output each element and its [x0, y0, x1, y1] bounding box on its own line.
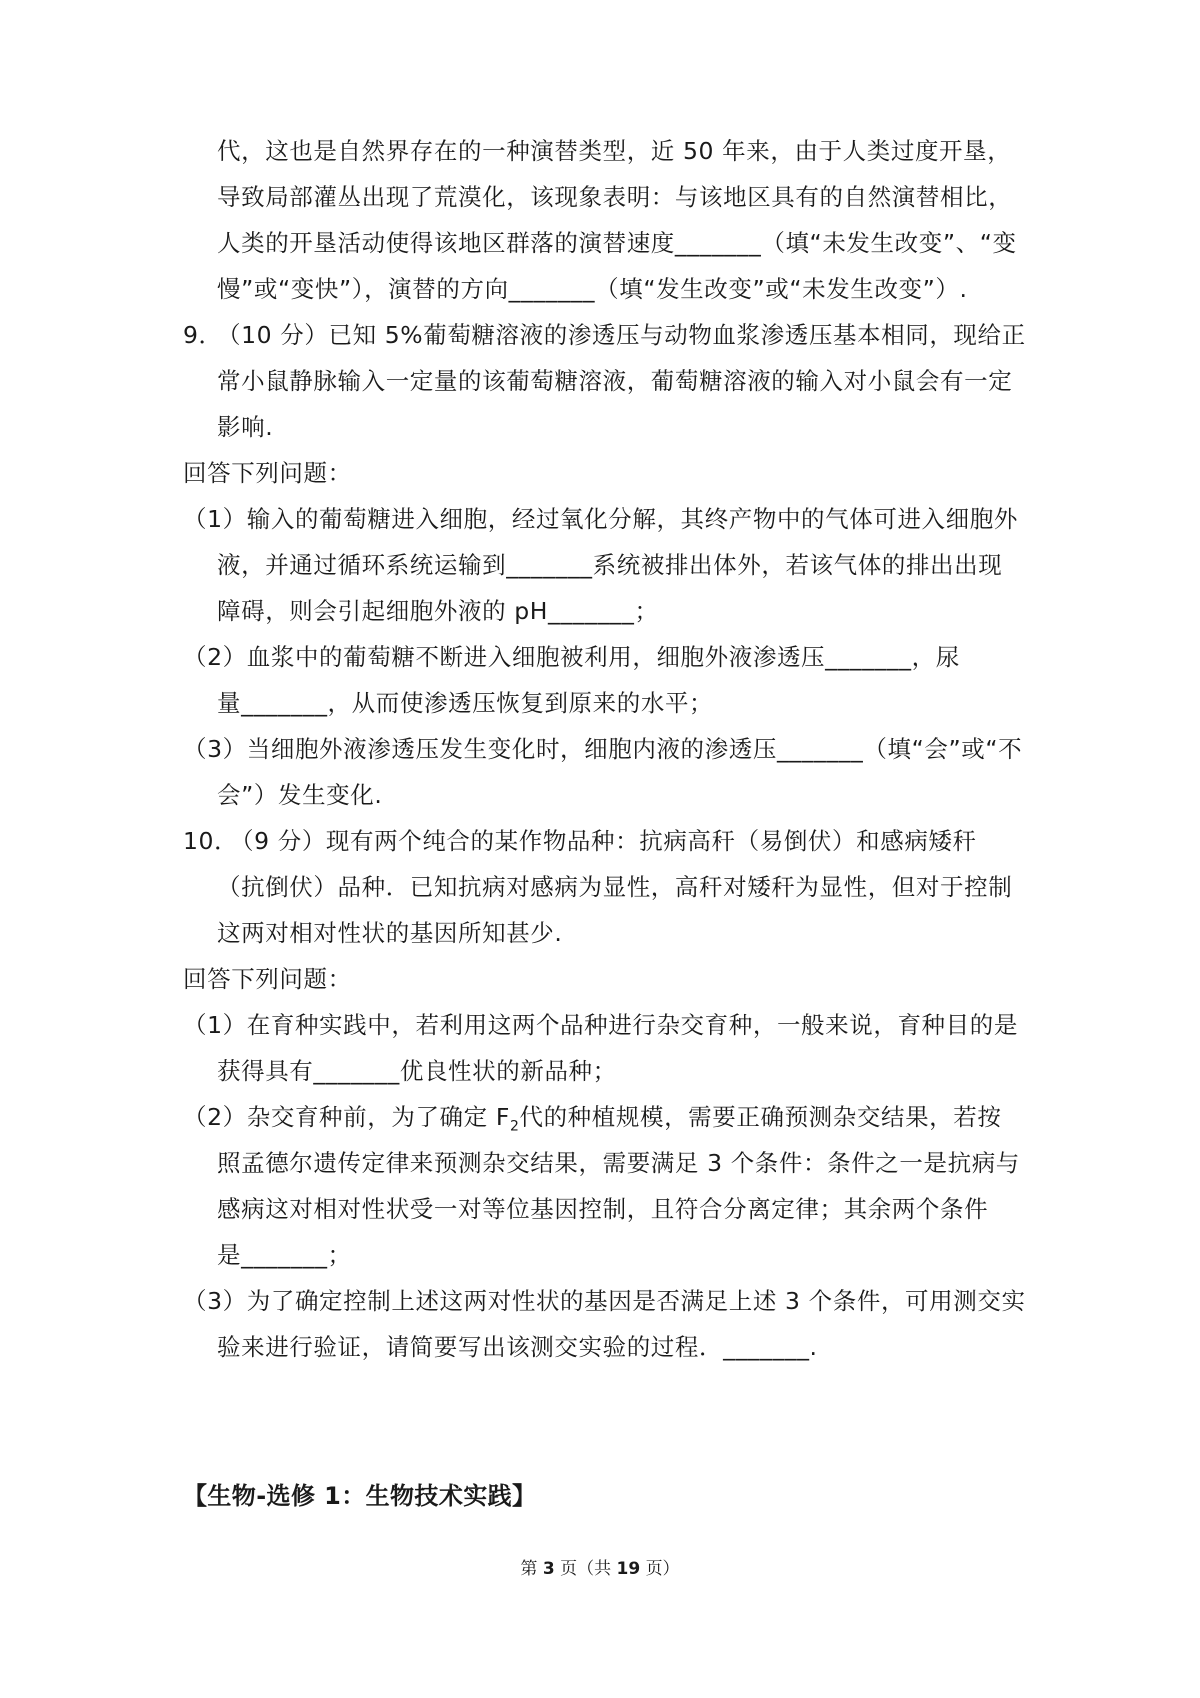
text-line: 是_______； — [217, 1241, 352, 1269]
subscript: 2 — [509, 1118, 520, 1135]
page-footer — [0, 1557, 1200, 1581]
text-line: 验来进行验证，请简要写出该测交实验的过程．_______. — [217, 1333, 818, 1361]
sub-question-2 — [183, 1101, 1001, 1143]
text-line: 人类的开垦活动使得该地区群落的演替速度_______（填“未发生改变”、“变 — [217, 229, 1017, 257]
text-line: 慢”或“变快”），演替的方向_______（填“发生改变”或“未发生改变”）. — [217, 275, 968, 303]
text-line: 量_______，从而使渗透压恢复到原来的水平； — [217, 689, 714, 717]
question-10-number: 10． — [183, 827, 239, 855]
prompt-line: 回答下列问题： — [183, 459, 352, 487]
sub-question-3: （3）当细胞外液渗透压发生变化时，细胞内液的渗透压_______（填“会”或“不 — [183, 735, 1023, 763]
text-segment: （2）杂交育种前，为了确定 F — [183, 1103, 510, 1131]
sub-question-1: （1）在育种实践中，若利用这两个品种进行杂交育种，一般来说，育种目的是 — [183, 1011, 1018, 1039]
footer-text: 第 — [520, 1559, 538, 1579]
text-line: 代，这也是自然界存在的一种演替类型，近 50 年来，由于人类过度开垦， — [217, 137, 1012, 165]
question-10-text: （9 分）现有两个纯合的某作物品种：抗病高秆（易倒伏）和感病矮秆 — [230, 827, 977, 855]
text-line: 导致局部灌丛出现了荒漠化，该现象表明：与该地区具有的自然演替相比， — [217, 183, 1013, 211]
page-total: 19 — [616, 1559, 641, 1579]
footer-text: 页（共 — [560, 1559, 612, 1579]
text-line: 常小鼠静脉输入一定量的该葡萄糖溶液，葡萄糖溶液的输入对小鼠会有一定 — [217, 367, 1013, 395]
text-line: （抗倒伏）品种．已知抗病对感病为显性，高秆对矮秆为显性，但对于控制 — [217, 873, 1013, 901]
sub-question-3: （3）为了确定控制上述这两对性状的基因是否满足上述 3 个条件，可用测交实 — [183, 1287, 1026, 1315]
text-line: 液，并通过循环系统运输到_______系统被排出体外，若该气体的排出出现 — [217, 551, 1003, 579]
text-line: 影响. — [217, 413, 274, 441]
prompt-line: 回答下列问题： — [183, 965, 352, 993]
text-line: 会”）发生变化. — [217, 781, 383, 809]
question-9-number: 9． — [183, 321, 223, 349]
page-number: 3 — [542, 1559, 555, 1579]
text-line: 获得具有_______优良性状的新品种； — [217, 1057, 617, 1085]
footer-text: 页） — [645, 1559, 680, 1579]
question-9-text: （10 分）已知 5%葡萄糖溶液的渗透压与动物血浆渗透压基本相同，现给正 — [217, 321, 1026, 349]
text-line: 感病这对相对性状受一对等位基因控制，且符合分离定律；其余两个条件 — [217, 1195, 989, 1223]
text-line: 照孟德尔遗传定律来预测杂交结果，需要满足 3 个条件：条件之一是抗病与 — [217, 1149, 1020, 1177]
section-heading: 【生物-选修 1：生物技术实践】 — [183, 1482, 537, 1510]
text-line: 这两对相对性状的基因所知甚少. — [217, 919, 563, 947]
sub-question-1: （1）输入的葡萄糖进入细胞，经过氧化分解，其终产物中的气体可进入细胞外 — [183, 505, 1018, 533]
text-segment: 代的种植规模，需要正确预测杂交结果，若按 — [519, 1103, 1002, 1131]
sub-question-2: （2）血浆中的葡萄糖不断进入细胞被利用，细胞外液渗透压_______，尿 — [183, 643, 960, 671]
text-line: 障碍，则会引起细胞外液的 pH_______； — [217, 597, 659, 625]
